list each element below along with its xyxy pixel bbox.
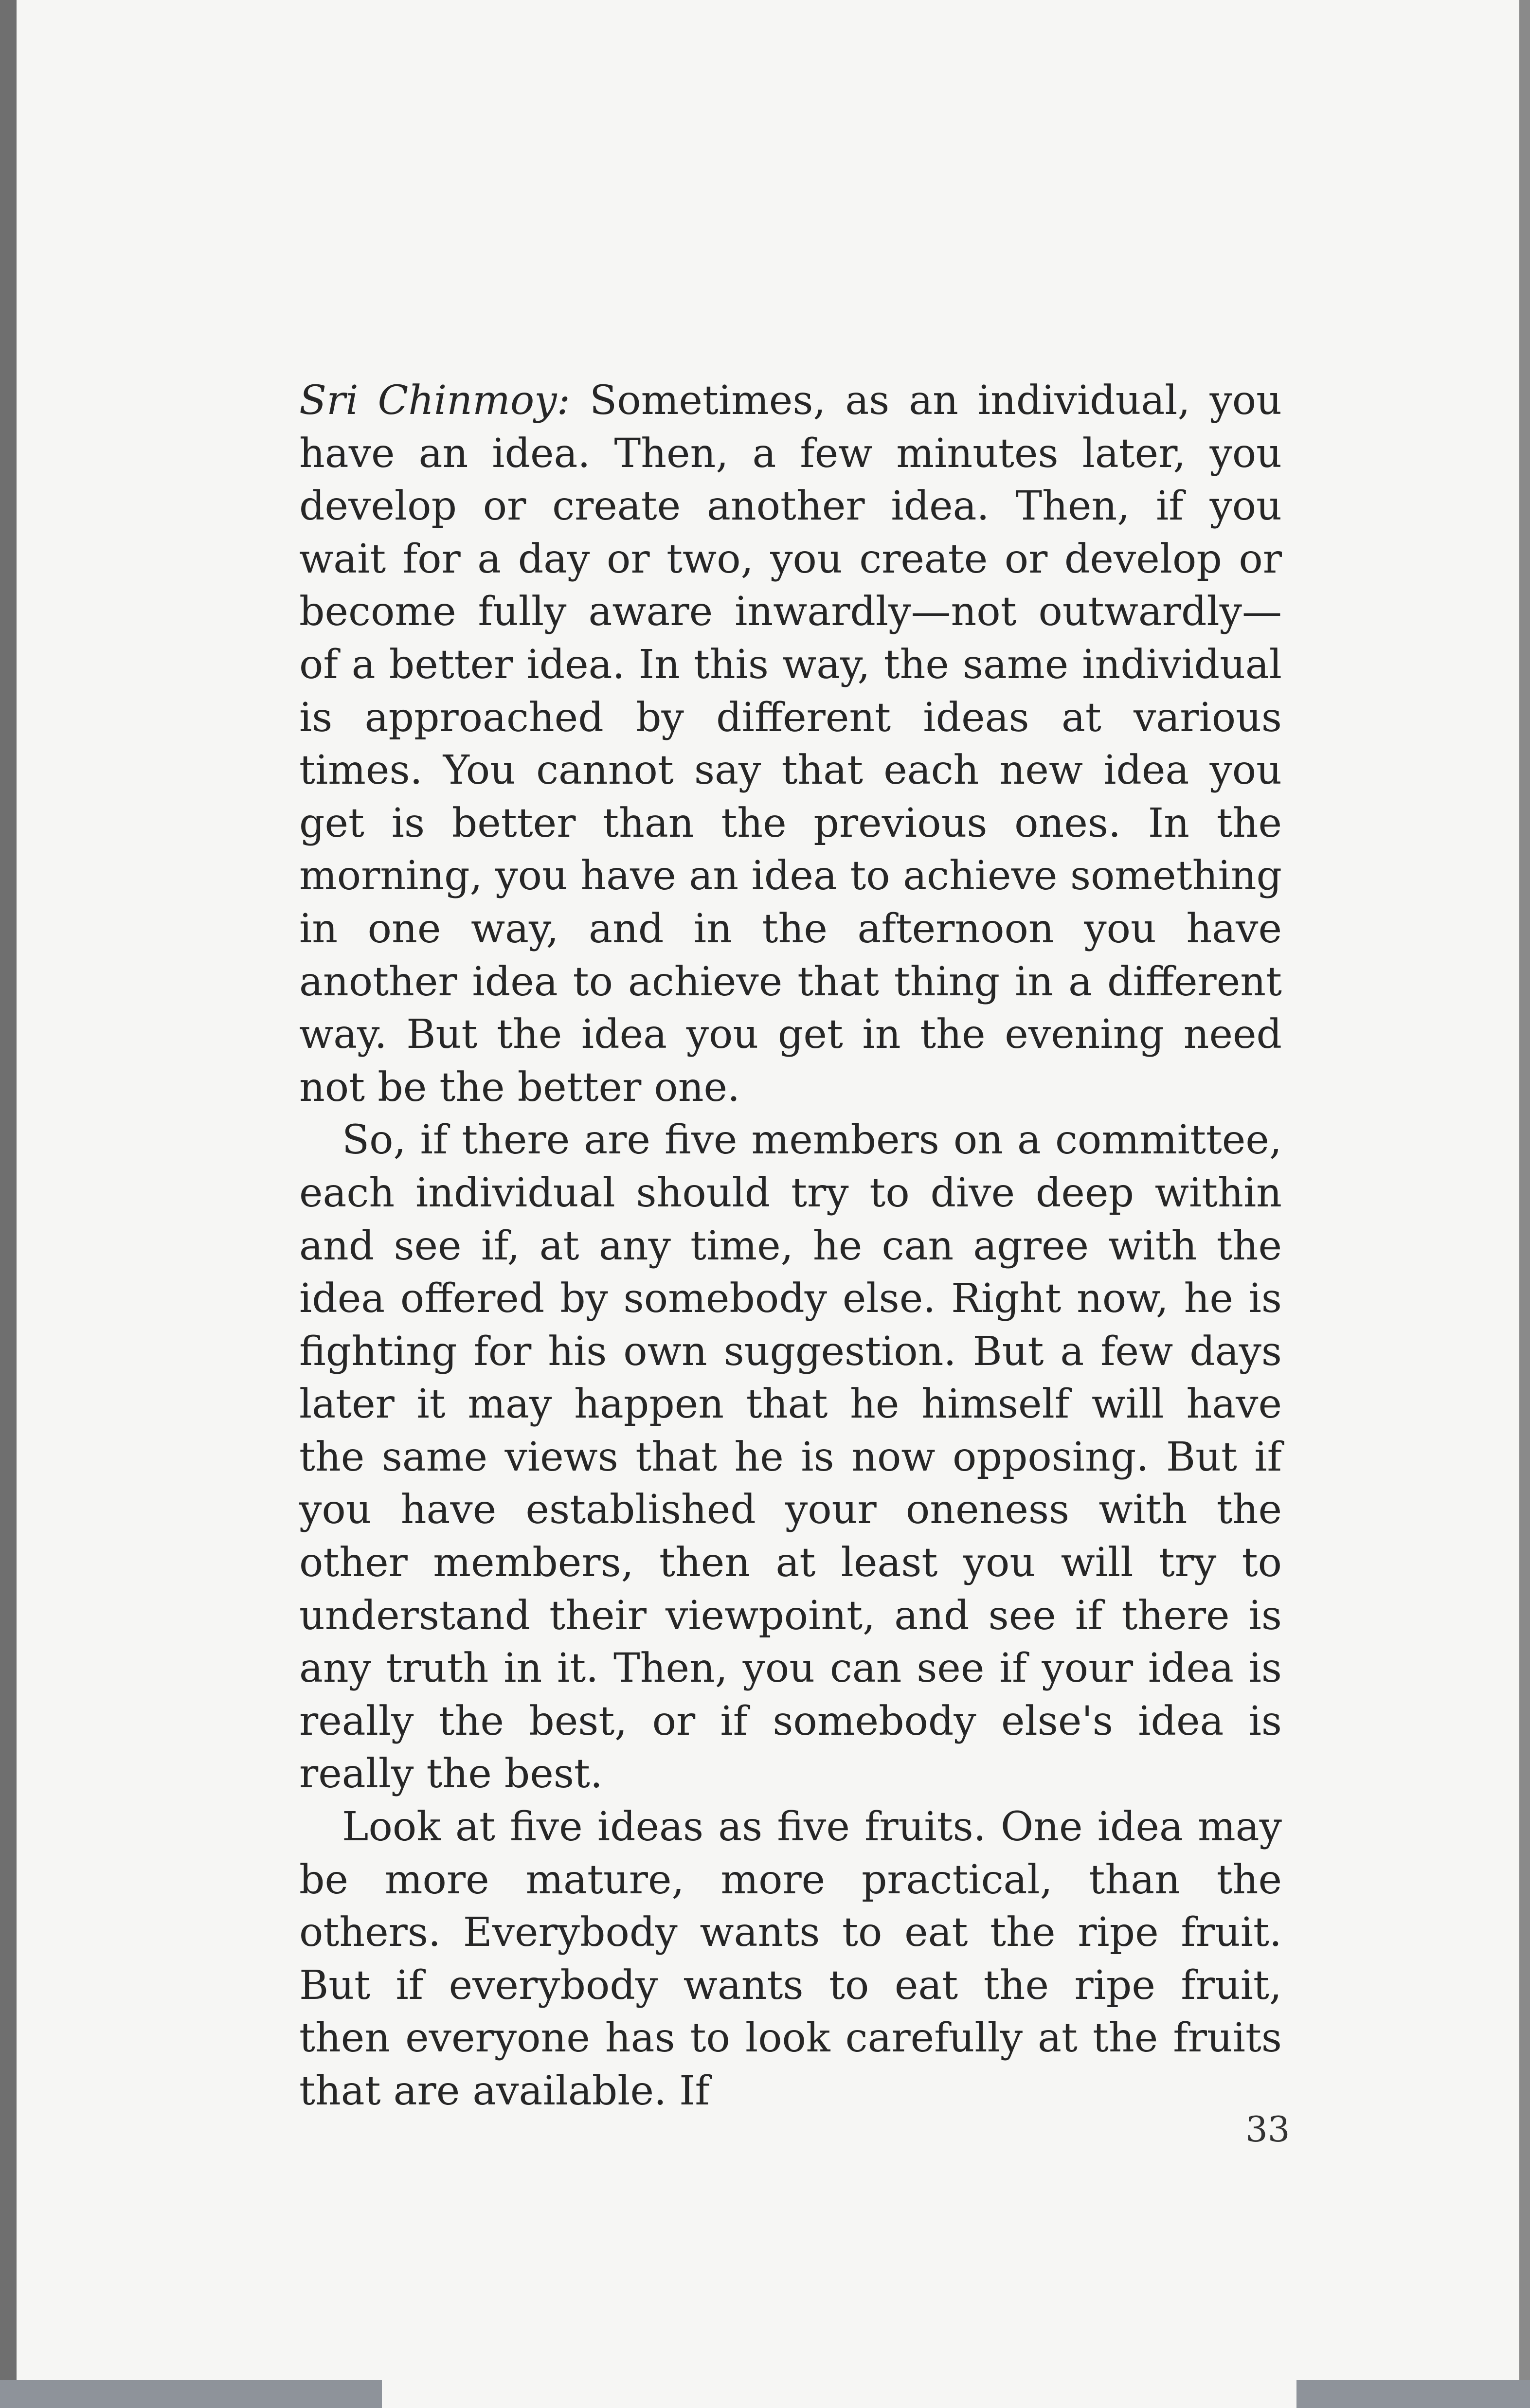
body-text xyxy=(299,375,1282,2118)
page-number: 33 xyxy=(1245,2109,1290,2150)
paragraph-1-text: Sometimes, as an individual, you have an idea. Then, a few minutes later, you develop or create another idea. Then, if you wait for a day or two, you create or develop or become fully aware inwardly—not outwardly—of a better idea. In this way, the same individual is approached by different ideas at various times. You cannot say that each new idea you get is better than the previous ones. In the morning, you have an idea to achieve something in one way, and in the afternoon you have another idea to achieve that thing in a different way. But the idea you get in the evening need not be the better one. xyxy=(299,377,1282,1111)
scan-edge-bottom-right xyxy=(1296,2380,1530,2408)
paragraph-1 xyxy=(299,375,1282,1114)
paragraph-2: So, if there are five members on a committee, each individual should try to dive deep within and see if, at any time, he can agree with the idea offered by somebody else. Right now, he is fighting for his own suggestion. But a few days later it may happen that he himself will have the same views that he is now opposing. But if you have established your oneness with the other members, then at least you will try to understand their viewpoint, and see if there is any truth in it. Then, you can see if your idea is really the best, or if somebody else's idea is really the best. xyxy=(299,1117,1282,1797)
scan-edge-bottom-left xyxy=(0,2380,382,2408)
scan-edge-left xyxy=(0,0,17,2408)
scan-edge-right xyxy=(1519,0,1530,2408)
speaker-name: Sri Chinmoy: xyxy=(299,377,571,424)
paragraph-3: Look at five ideas as five fruits. One idea may be more mature, more practical, than the others. Everybody wants to eat the ripe fruit. But if everybody wants to eat the ripe fruit, then everyone has to look carefully at the fruits that are available. If xyxy=(299,1804,1282,2114)
